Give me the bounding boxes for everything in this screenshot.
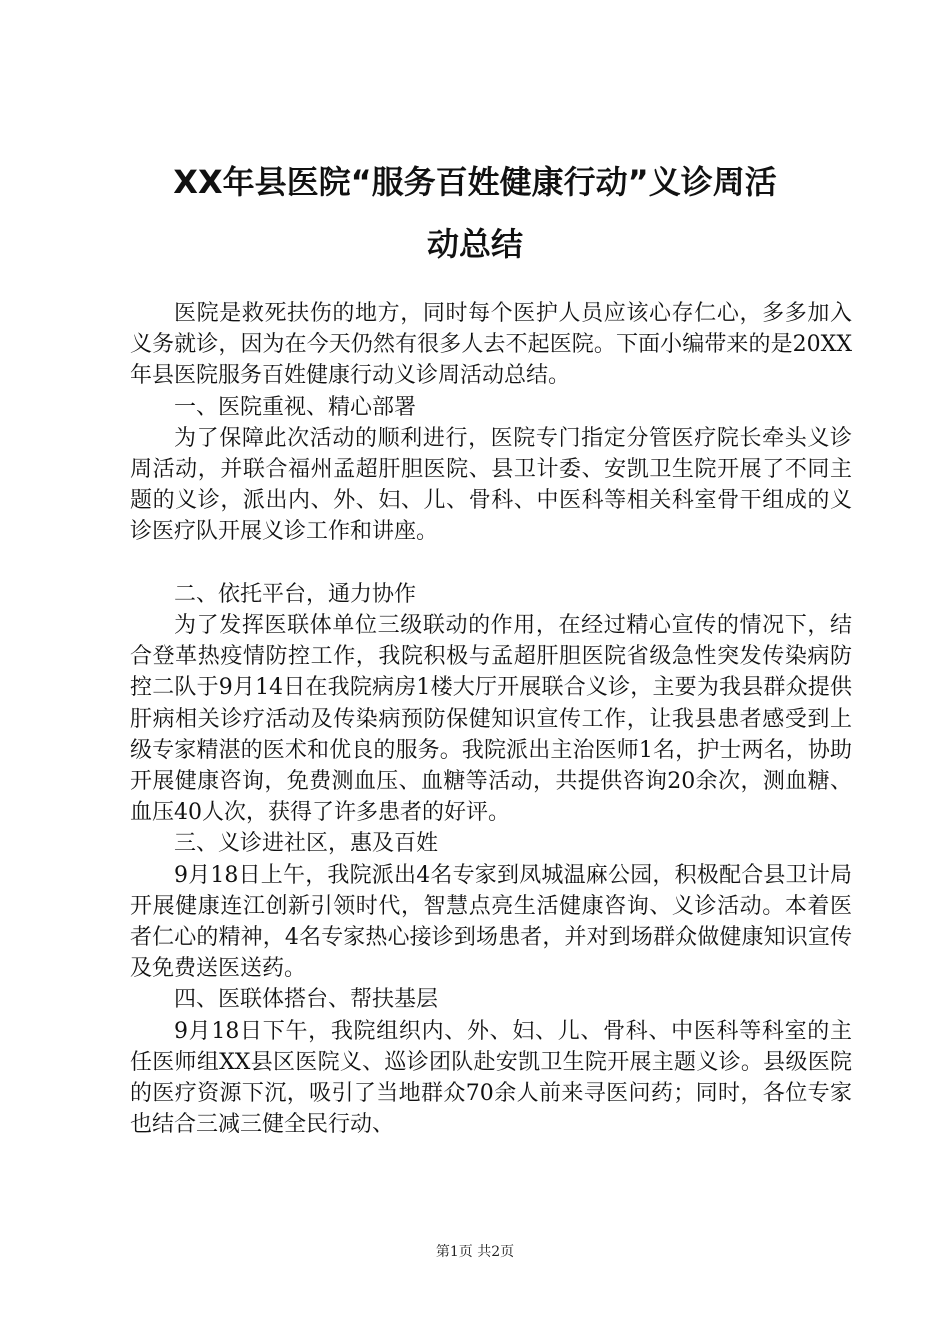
section-paragraph-4: 9月18日下午，我院组织内、外、妇、儿、骨科、中医科等科室的主任医师组XX县区医院义、巡诊团队赴安凯卫生院开展主题义诊。县级医院的医疗资源下沉，吸引了当地群众70余人前来寻医问药；同时，各位专家也结合三减三健全民行动、 (130, 1018, 852, 1138)
section-heading-4: 四、医联体搭台、帮扶基层 (174, 987, 439, 1013)
section-paragraph-3: 9月18日上午，我院派出4名专家到凤城温麻公园，积极配合县卫计局开展健康连江创新引领时代，智慧点亮生活健康咨询、义诊活动。本着医者仁心的精神，4名专家热心接诊到场患者，并对到场群众做健康知识宣传及免费送医送药。 (130, 862, 852, 982)
intro-paragraph: 医院是救死扶伤的地方，同时每个医护人员应该心存仁心，多多加入义务就诊，因为在今天仍然有很多人去不起医院。下面小编带来的是20XX年县医院服务百姓健康行动义诊周活动总结。 (130, 301, 852, 389)
document-title-line-2: 动总结 (426, 225, 523, 263)
page-footer: 第1页 共2页 (435, 1244, 515, 1260)
document-body (130, 298, 852, 1140)
section-heading-1: 一、医院重视、精心部署 (174, 394, 417, 420)
paragraph-gap (130, 548, 852, 579)
section-paragraph-1: 为了保障此次活动的顺利进行，医院专门指定分管医疗院长牵头义诊周活动，并联合福州孟超肝胆医院、县卫计委、安凯卫生院开展了不同主题的义诊，派出内、外、妇、儿、骨科、中医科等相关科室骨干组成的义诊医疗队开展义诊工作和讲座。 (130, 425, 852, 545)
section-heading-2: 二、依托平台，通力协作 (174, 581, 417, 607)
document-title-line-1: XX年县医院“服务百姓健康行动”义诊周活 (173, 163, 777, 201)
section-heading-3: 三、义诊进社区，惠及百姓 (174, 831, 439, 857)
section-paragraph-2: 为了发挥医联体单位三级联动的作用，在经过精心宣传的情况下，结合登革热疫情防控工作，我院积极与孟超肝胆医院省级急性突发传染病防控二队于9月14日在我院病房1楼大厅开展联合义诊，主要为我县群众提供肝病相关诊疗活动及传染病预防保健知识宣传工作，让我县患者感受到上级专家精湛的医术和优良的服务。我院派出主治医师1名，护士两名，协助开展健康咨询，免费测血压、血糖等活动，共提供咨询20余次，测血糖、血压40人次，获得了许多患者的好评。 (130, 613, 852, 826)
